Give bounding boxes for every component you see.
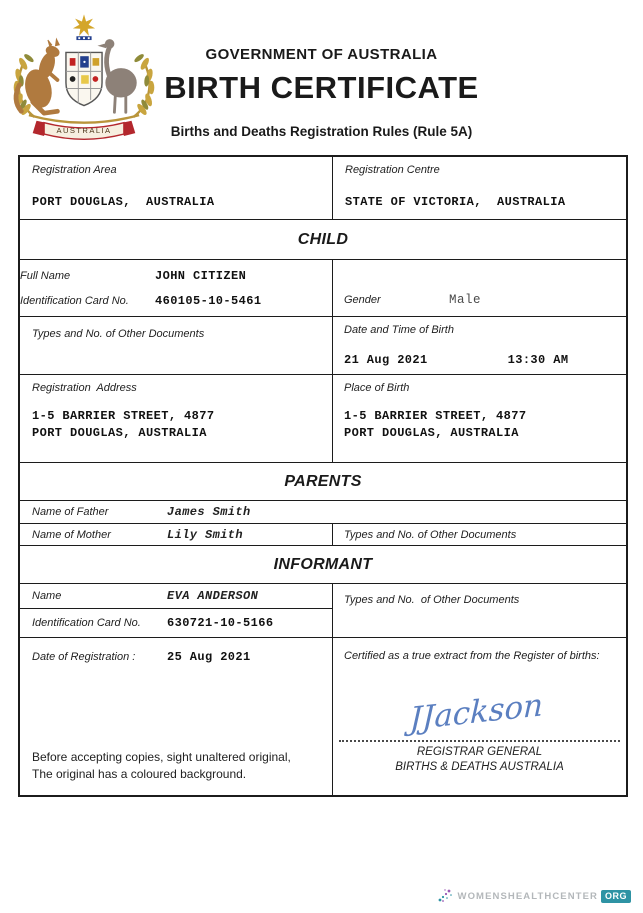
certified-cell — [333, 638, 626, 795]
child-other-docs-label: Types and No. of Other Documents — [32, 328, 205, 340]
informant-id-cell — [20, 608, 332, 637]
copy-notice-line1: Before accepting copies, sight unaltered original, — [32, 750, 291, 764]
registration-centre-label: Registration Centre — [345, 164, 440, 176]
informant-other-docs-label: Types and No. of Other Documents — [344, 594, 520, 606]
place-of-birth-cell — [333, 375, 626, 462]
births-deaths-line: BIRTHS & DEATHS AUSTRALIA — [395, 761, 564, 773]
father-label: Name of Father — [32, 506, 109, 518]
registration-centre-cell — [333, 157, 626, 219]
place-of-birth-line1: 1-5 BARRIER STREET, 4877 — [344, 409, 527, 423]
mother-row — [20, 523, 626, 545]
date-registration-value: 25 Aug 2021 — [167, 650, 251, 664]
star-icon — [73, 14, 95, 36]
father-value: James Smith — [167, 505, 251, 519]
footer-row — [20, 637, 626, 795]
registration-area-cell — [20, 157, 333, 219]
informant-other-docs-cell — [333, 584, 626, 637]
copy-notice-line2: The original has a coloured background. — [32, 766, 247, 781]
footer-left-cell — [20, 638, 333, 795]
parents-other-docs-cell — [333, 524, 626, 545]
banner-text: AUSTRALIA — [56, 126, 112, 136]
registration-address-line1: 1-5 BARRIER STREET, 4877 — [32, 409, 215, 423]
child-id-label: Identification Card No. — [20, 295, 129, 307]
parents-section-row — [20, 462, 626, 500]
child-section-row — [20, 219, 626, 259]
informant-id-value: 630721-10-5166 — [167, 616, 274, 630]
watermark — [437, 887, 632, 905]
certified-label: Certified as a true extract from the Register of births: — [344, 650, 600, 662]
registration-centre-value: STATE OF VICTORIA, AUSTRALIA — [345, 195, 566, 209]
registration-row — [20, 157, 626, 219]
registration-area-label: Registration Area — [32, 164, 117, 176]
informant-name-value: EVA ANDERSON — [167, 589, 259, 603]
child-other-docs-cell — [20, 317, 333, 374]
birth-date-value: 21 Aug 2021 — [344, 353, 428, 367]
birth-datetime-cell — [333, 317, 626, 374]
signature-block — [333, 686, 626, 775]
informant-row — [20, 583, 626, 637]
informant-section-row — [20, 545, 626, 583]
registration-area-value: PORT DOUGLAS, AUSTRALIA — [32, 195, 215, 209]
certificate-title: BIRTH CERTIFICATE — [164, 70, 479, 105]
gender-value: Male — [449, 293, 482, 307]
parents-other-docs-label: Types and No. of Other Documents — [344, 528, 517, 541]
father-row — [20, 500, 626, 523]
place-of-birth-line2: PORT DOUGLAS, AUSTRALIA — [344, 426, 519, 440]
registration-address-line2: PORT DOUGLAS, AUSTRALIA — [32, 426, 207, 440]
signature-text: JJackson — [408, 687, 544, 738]
full-name-label: Full Name — [20, 270, 71, 282]
parents-section-title: PARENTS — [284, 472, 362, 490]
watermark-badge: ORG — [601, 890, 631, 903]
copy-notice — [20, 749, 332, 795]
informant-left-cells — [20, 584, 333, 637]
mother-value: Lily Smith — [167, 527, 244, 542]
child-name-cell — [20, 260, 333, 316]
birth-datetime-label: Date and Time of Birth — [344, 324, 454, 336]
informant-name-cell — [20, 584, 332, 608]
dots-logo-icon — [437, 887, 455, 905]
informant-id-label: Identification Card No. — [32, 617, 141, 629]
date-registration-label: Date of Registration : — [32, 651, 136, 663]
birth-time-value: 13:30 AM — [507, 353, 569, 367]
gender-label: Gender — [344, 294, 381, 306]
gender-cell — [333, 260, 626, 316]
signature-dotted-line — [339, 740, 620, 742]
registrar-signature — [370, 686, 590, 738]
certificate-table — [18, 155, 628, 797]
child-id-value: 460105-10-5461 — [155, 294, 262, 308]
full-name-value: JOHN CITIZEN — [155, 269, 247, 283]
mother-label: Name of Mother — [32, 528, 111, 541]
mother-cell — [20, 524, 333, 545]
birth-datetime-row — [20, 316, 626, 374]
child-section-title: CHILD — [297, 230, 349, 248]
watermark-text: WOMENSHEALTHCENTER — [457, 890, 598, 902]
informant-name-label: Name — [32, 590, 62, 602]
registrar-general-line: REGISTRAR GENERAL — [416, 746, 543, 758]
address-row — [20, 374, 626, 462]
informant-section-title: INFORMANT — [273, 555, 373, 573]
place-of-birth-label: Place of Birth — [344, 382, 410, 394]
father-cell — [20, 505, 626, 519]
registration-address-label: Registration Address — [32, 382, 137, 394]
government-heading: GOVERNMENT OF AUSTRALIA — [205, 46, 438, 63]
registration-address-cell — [20, 375, 333, 462]
rules-subtitle: Births and Deaths Registration Rules (Rule 5A) — [170, 124, 473, 139]
child-name-row — [20, 259, 626, 316]
